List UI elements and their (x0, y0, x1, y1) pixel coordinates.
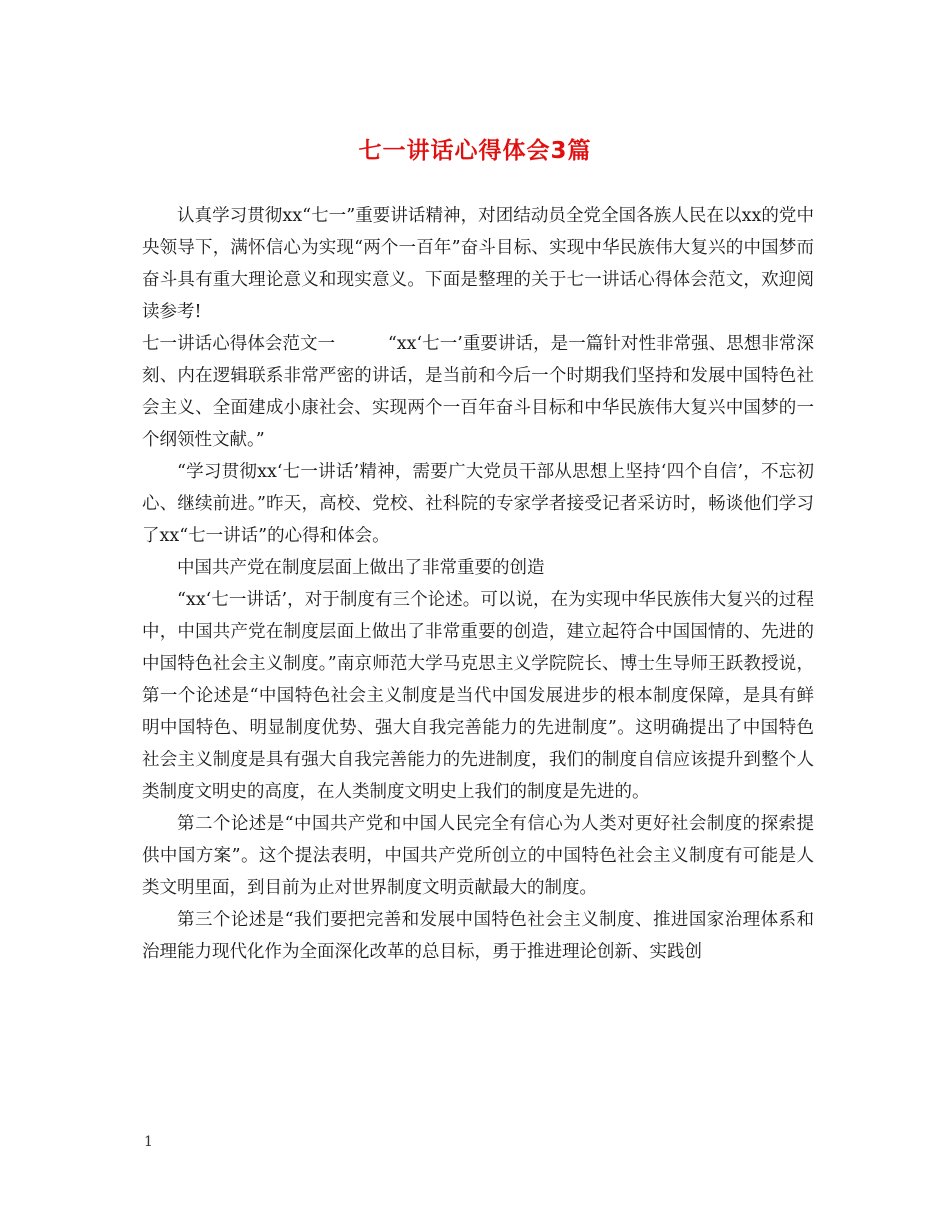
body-paragraph: 第二个论述是“中国共产党和中国人民完全有信心为人类对更好社会制度的探索提供中国方案”。这个提法表明，中国共产党所创立的中国特色社会主义制度有可能是人类文明里面，到目前为止对世界制度文明贡献最大的制度。 (142, 814, 814, 898)
subheading-paragraph: 中国共产党在制度层面上做出了非常重要的创造 (177, 558, 545, 578)
body-paragraph: 第三个论述是“我们要把完善和发展中国特色社会主义制度、推进国家治理体系和治理能力现代化作为全面深化改革的总目标，勇于推进理论创新、实践创 (142, 910, 814, 962)
document-title: 七一讲话心得体会3篇 (358, 138, 592, 164)
page-number: 1 (144, 1134, 153, 1150)
body-paragraph: “xx‘七一讲话’，对于制度有三个论述。可以说，在为实现中华民族伟大复兴的过程中，中国共产党在制度层面上做出了非常重要的创造，建立起符合中国国情的、先进的中国特色社会主义制度。”南京师范大学马克思主义学院院长、博士生导师王跃教授说，第一个论述是“中国特色社会主义制度是当代中国发展进步的根本制度保障，是具有鲜明中国特色、明显制度优势、强大自我完善能力的先进制度”。这明确提出了中国特色社会主义制度是具有强大自我完善能力的先进制度，我们的制度自信应该提升到整个人类制度文明史的高度，在人类制度文明史上我们的制度是先进的。 (142, 590, 814, 802)
document-body (142, 200, 814, 968)
section-one-paragraph: 七一讲话心得体会范文一 “xx‘七一’重要讲话，是一篇针对性非常强、思想非常深刻、内在逻辑联系非常严密的讲话，是当前和今后一个时期我们坚持和发展中国特色社会主义、全面建成小康社会、实现两个一百年奋斗目标和中华民族伟大复兴中国梦的一个纲领性文献。” (142, 334, 814, 450)
body-paragraph: “学习贯彻xx‘七一讲话’精神，需要广大党员干部从思想上坚持‘四个自信’，不忘初心、继续前进。”昨天，高校、党校、社科院的专家学者接受记者采访时，畅谈他们学习了xx“七一讲话”的心得和体会。 (142, 462, 814, 546)
intro-paragraph: 认真学习贯彻xx“七一”重要讲话精神，对团结动员全党全国各族人民在以xx的党中央领导下，满怀信心为实现“两个一百年”奋斗目标、实现中华民族伟大复兴的中国梦而奋斗具有重大理论意义和现实意义。下面是整理的关于七一讲话心得体会范文，欢迎阅读参考! (142, 206, 814, 322)
